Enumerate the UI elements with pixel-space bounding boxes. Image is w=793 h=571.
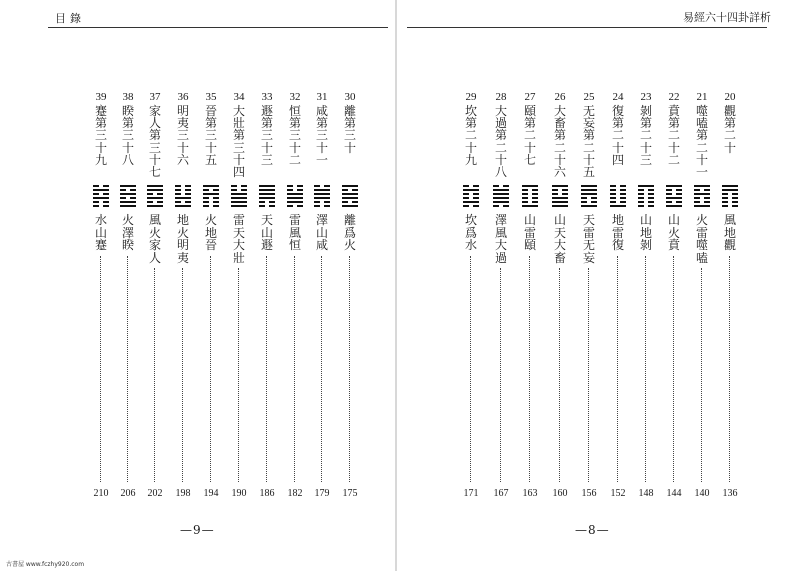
leader-dots <box>238 268 239 482</box>
yang-line <box>147 197 163 199</box>
toc-entry-35 <box>200 90 222 510</box>
yang-line <box>552 205 568 207</box>
yang-line <box>231 193 247 195</box>
yin-line <box>463 197 479 199</box>
yang-line <box>259 185 275 187</box>
hexagram-number: 26 <box>554 91 566 103</box>
toc-entry-39 <box>90 90 112 510</box>
hexagram-number: 31 <box>316 91 328 103</box>
yang-line <box>231 205 247 207</box>
yang-line <box>287 193 303 195</box>
yang-line <box>259 193 275 195</box>
toc-entry-38 <box>117 90 139 510</box>
yin-line <box>175 193 191 195</box>
yang-line <box>147 205 163 207</box>
yang-line <box>342 197 358 199</box>
yang-line <box>552 197 568 199</box>
toc-entry-26 <box>549 90 571 510</box>
leader-dots <box>321 256 322 482</box>
yin-line <box>287 205 303 207</box>
page-number: 156 <box>581 488 597 499</box>
yang-line <box>722 185 738 187</box>
yang-line <box>463 189 479 191</box>
yang-line <box>694 185 710 187</box>
yang-line <box>287 197 303 199</box>
page-number: 190 <box>231 488 247 499</box>
yang-line <box>463 201 479 203</box>
hexagram-name: 地 雷 復 <box>611 213 624 252</box>
yang-line <box>581 205 597 207</box>
yin-line <box>314 205 330 207</box>
leader-dots <box>349 256 350 482</box>
leader-dots <box>500 268 501 482</box>
leader-dots <box>559 268 560 482</box>
hexagram-number: 34 <box>233 91 245 103</box>
hexagram-number: 30 <box>344 91 356 103</box>
leader-dots <box>673 256 674 482</box>
yang-line <box>493 197 509 199</box>
page-number: 144 <box>666 488 682 499</box>
chapter-title: 坎 第 二 十 九 <box>464 104 477 167</box>
yin-line <box>203 205 219 207</box>
yang-line <box>522 205 538 207</box>
toc-entry-24 <box>607 90 629 510</box>
yin-line <box>120 189 136 191</box>
yin-line <box>581 197 597 199</box>
yin-line <box>610 197 626 199</box>
hexagram-number: 21 <box>696 91 708 103</box>
toc-entry-37 <box>144 90 166 510</box>
page-number: 163 <box>522 488 538 499</box>
leader-dots <box>266 256 267 482</box>
chapter-title: 大 畜 第 二 十 六 <box>553 104 566 180</box>
yang-line <box>120 201 136 203</box>
leader-dots <box>729 256 730 482</box>
yin-line <box>314 185 330 187</box>
page-number: 186 <box>259 488 275 499</box>
yin-line <box>231 185 247 187</box>
folio-left: —9— <box>180 523 215 537</box>
leader-dots <box>100 256 101 482</box>
hexagram-name: 風 地 觀 <box>723 213 736 252</box>
hexagram-name: 坎 爲 水 <box>464 213 477 252</box>
yang-line <box>694 193 710 195</box>
chapter-title: 大 過 第 二 十 八 <box>494 104 507 180</box>
chapter-title: 蹇 第 三 十 九 <box>94 104 107 167</box>
yin-line <box>463 205 479 207</box>
leader-dots <box>127 256 128 482</box>
yang-line <box>93 197 109 199</box>
hexagram-number: 35 <box>205 91 217 103</box>
yang-line <box>120 205 136 207</box>
yin-line <box>203 197 219 199</box>
page-number: 175 <box>342 488 358 499</box>
hexagram-number: 25 <box>583 91 595 103</box>
yang-line <box>493 193 509 195</box>
yin-line <box>175 201 191 203</box>
left-page <box>0 0 396 571</box>
folio-right: —8— <box>575 523 610 537</box>
yin-line <box>175 189 191 191</box>
chapter-title: 睽 第 三 十 八 <box>121 104 134 167</box>
toc-entry-27 <box>519 90 541 510</box>
yin-line <box>287 189 303 191</box>
yang-line <box>342 193 358 195</box>
yin-line <box>666 201 682 203</box>
toc-entry-31 <box>311 90 333 510</box>
chapter-title: 明 夷 三 十 六 <box>176 104 189 167</box>
hexagram-number: 24 <box>612 91 624 103</box>
page-number: 167 <box>493 488 509 499</box>
hexagram-name: 火 澤 睽 <box>121 213 134 252</box>
toc-entry-33 <box>256 90 278 510</box>
hexagram-name: 澤 風 大 過 <box>494 213 507 265</box>
yang-line <box>259 197 275 199</box>
hexagram-name: 澤 山 咸 <box>315 213 328 252</box>
leader-dots <box>182 268 183 482</box>
hexagram-name: 風 火 家 人 <box>148 213 161 265</box>
yin-line <box>722 201 738 203</box>
yang-line <box>638 185 654 187</box>
header-left-title: 目錄 <box>55 12 85 25</box>
yin-line <box>522 193 538 195</box>
yin-line <box>694 197 710 199</box>
yin-line <box>93 201 109 203</box>
yang-line <box>694 205 710 207</box>
leader-dots <box>645 256 646 482</box>
hexagram-name: 雷 天 大 壯 <box>232 213 245 265</box>
hexagram-number: 36 <box>177 91 189 103</box>
page-number: 140 <box>694 488 710 499</box>
yang-line <box>493 189 509 191</box>
page-number: 152 <box>610 488 626 499</box>
yin-line <box>93 193 109 195</box>
hexagram-name: 地 火 明 夷 <box>176 213 189 265</box>
yin-line <box>463 193 479 195</box>
yin-line <box>638 197 654 199</box>
chapter-title: 咸 第 三 十 一 <box>315 104 328 167</box>
yin-line <box>342 189 358 191</box>
hexagram-number: 28 <box>495 91 507 103</box>
page-number: 210 <box>93 488 109 499</box>
chapter-title: 晉 第 三 十 五 <box>204 104 217 167</box>
yang-line <box>231 201 247 203</box>
yin-line <box>522 189 538 191</box>
yin-line <box>522 197 538 199</box>
yin-line <box>203 189 219 191</box>
yin-line <box>147 193 163 195</box>
page-number: 171 <box>463 488 479 499</box>
yin-line <box>493 185 509 187</box>
leader-dots <box>210 256 211 482</box>
hexagram-name: 離 爲 火 <box>343 213 356 252</box>
yang-line <box>203 185 219 187</box>
yin-line <box>610 201 626 203</box>
yang-line <box>175 197 191 199</box>
hexagram-name: 天 山 遯 <box>260 213 273 252</box>
yang-line <box>203 193 219 195</box>
chapter-title: 噬 嗑 第 二 十 一 <box>695 104 708 180</box>
hexagram-number: 33 <box>261 91 273 103</box>
toc-entry-25 <box>578 90 600 510</box>
hexagram-number: 38 <box>122 91 134 103</box>
page-number: 179 <box>314 488 330 499</box>
chapter-title: 頤 第 二 十 七 <box>523 104 536 167</box>
hexagram-number: 29 <box>465 91 477 103</box>
yang-line <box>610 205 626 207</box>
yang-line <box>581 189 597 191</box>
yin-line <box>694 189 710 191</box>
hexagram-name: 火 雷 噬 嗑 <box>695 213 708 265</box>
chapter-title: 離 第 三 十 <box>343 104 356 155</box>
hexagram-number: 23 <box>640 91 652 103</box>
hexagram-name: 山 雷 頤 <box>523 213 536 252</box>
toc-entry-20 <box>719 90 741 510</box>
toc-entry-30 <box>339 90 361 510</box>
hexagram-number: 20 <box>724 91 736 103</box>
hexagram-name: 火 地 晉 <box>204 213 217 252</box>
hexagram-name: 水 山 蹇 <box>94 213 107 252</box>
hexagram-name: 山 火 賁 <box>667 213 680 252</box>
yin-line <box>259 201 275 203</box>
page-number: 198 <box>175 488 191 499</box>
page-number: 194 <box>203 488 219 499</box>
hexagram-number: 32 <box>289 91 301 103</box>
footer-site: 古書屋 www.fczhy920.com <box>6 561 85 568</box>
yin-line <box>552 189 568 191</box>
yin-line <box>93 185 109 187</box>
leader-dots <box>617 256 618 482</box>
yang-line <box>666 205 682 207</box>
leader-dots <box>529 256 530 482</box>
chapter-title: 剝 第 二 十 三 <box>639 104 652 167</box>
yin-line <box>610 189 626 191</box>
yin-line <box>722 205 738 207</box>
chapter-title: 大 壯 第 三 十 四 <box>232 104 245 180</box>
yang-line <box>93 189 109 191</box>
yang-line <box>666 197 682 199</box>
toc-entry-29 <box>460 90 482 510</box>
yin-line <box>552 193 568 195</box>
yang-line <box>314 193 330 195</box>
chapter-title: 觀 第 二 十 <box>723 104 736 155</box>
yin-line <box>147 201 163 203</box>
yin-line <box>493 205 509 207</box>
chapter-title: 賁 第 二 十 二 <box>667 104 680 167</box>
chapter-title: 无 妄 第 二 十 五 <box>582 104 595 180</box>
hexagram-number: 27 <box>524 91 536 103</box>
yang-line <box>666 185 682 187</box>
yin-line <box>120 197 136 199</box>
yin-line <box>638 193 654 195</box>
yang-line <box>342 205 358 207</box>
leader-dots <box>588 268 589 482</box>
yin-line <box>666 193 682 195</box>
yang-line <box>147 185 163 187</box>
toc-entry-23 <box>635 90 657 510</box>
yin-line <box>610 193 626 195</box>
yin-line <box>93 205 109 207</box>
yang-line <box>581 193 597 195</box>
hexagram-name: 雷 風 恒 <box>288 213 301 252</box>
yang-line <box>522 185 538 187</box>
hexagram-name: 天 雷 无 妄 <box>582 213 595 265</box>
leader-dots <box>470 256 471 482</box>
toc-entry-28 <box>490 90 512 510</box>
yin-line <box>638 201 654 203</box>
chapter-title: 家 人 第 三 十 七 <box>148 104 161 180</box>
yin-line <box>287 185 303 187</box>
yang-line <box>342 185 358 187</box>
leader-dots <box>154 268 155 482</box>
toc-entry-22 <box>663 90 685 510</box>
page-number: 182 <box>287 488 303 499</box>
yang-line <box>581 185 597 187</box>
header-rule-right <box>407 27 767 28</box>
hexagram-number: 22 <box>668 91 680 103</box>
chapter-title: 復 第 二 十 四 <box>611 104 624 167</box>
yang-line <box>552 201 568 203</box>
yang-line <box>493 201 509 203</box>
yang-line <box>231 197 247 199</box>
yang-line <box>147 189 163 191</box>
yang-line <box>175 205 191 207</box>
yang-line <box>552 185 568 187</box>
page-number: 148 <box>638 488 654 499</box>
yin-line <box>610 185 626 187</box>
yin-line <box>694 201 710 203</box>
yin-line <box>314 201 330 203</box>
toc-entry-34 <box>228 90 250 510</box>
leader-dots <box>294 256 295 482</box>
yin-line <box>522 201 538 203</box>
yin-line <box>231 189 247 191</box>
page-number: 160 <box>552 488 568 499</box>
page-number: 202 <box>147 488 163 499</box>
hexagram-name: 山 地 剝 <box>639 213 652 252</box>
leader-dots <box>701 268 702 482</box>
chapter-title: 恒 第 三 十 二 <box>288 104 301 167</box>
yin-line <box>722 193 738 195</box>
yin-line <box>666 189 682 191</box>
yang-line <box>314 189 330 191</box>
page-number: 136 <box>722 488 738 499</box>
header-rule-left <box>48 27 388 28</box>
right-page <box>397 0 793 571</box>
yin-line <box>463 185 479 187</box>
yin-line <box>175 185 191 187</box>
page-number: 206 <box>120 488 136 499</box>
header-right-title: 易經六十四卦詳析 <box>683 11 771 24</box>
yang-line <box>314 197 330 199</box>
yin-line <box>259 205 275 207</box>
yang-line <box>722 189 738 191</box>
yin-line <box>722 197 738 199</box>
yang-line <box>259 189 275 191</box>
hexagram-number: 37 <box>149 91 161 103</box>
yin-line <box>581 201 597 203</box>
yin-line <box>638 205 654 207</box>
toc-entry-36 <box>172 90 194 510</box>
toc-entry-21 <box>691 90 713 510</box>
yin-line <box>342 201 358 203</box>
yang-line <box>120 185 136 187</box>
yang-line <box>120 193 136 195</box>
yin-line <box>638 189 654 191</box>
chapter-title: 遯 第 三 十 三 <box>260 104 273 167</box>
hexagram-name: 山 天 大 畜 <box>553 213 566 265</box>
yang-line <box>287 201 303 203</box>
hexagram-number: 39 <box>95 91 107 103</box>
toc-entry-32 <box>284 90 306 510</box>
yin-line <box>203 201 219 203</box>
